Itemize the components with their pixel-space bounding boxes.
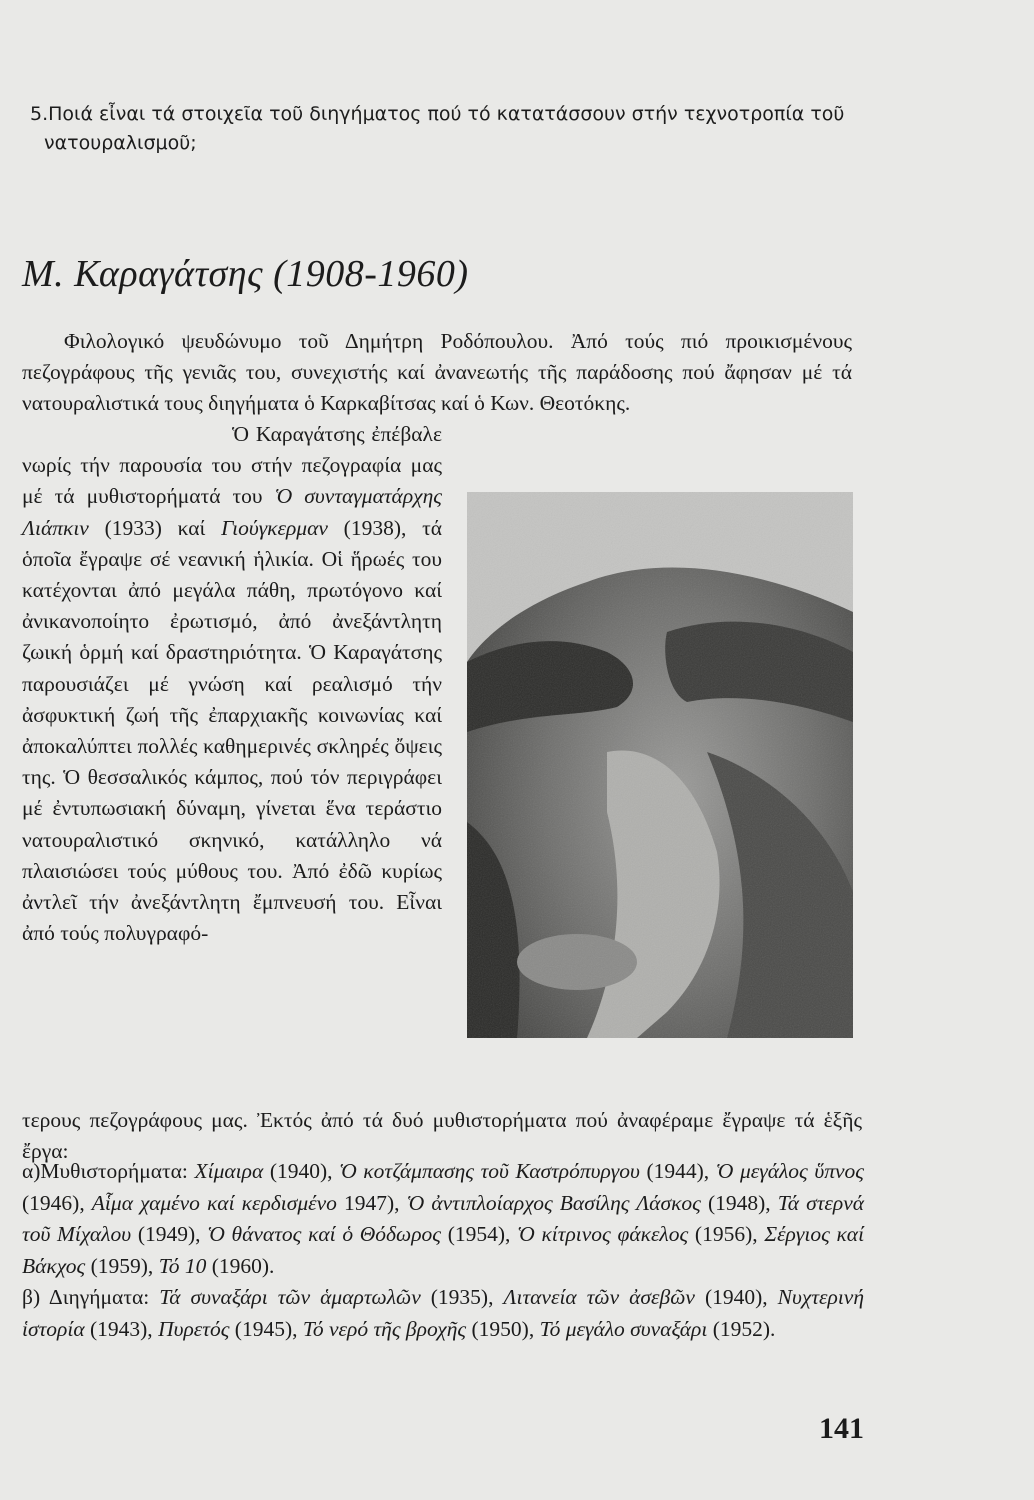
- bio-text-2: (1938), τά ὁποῖα ἔγραψε σέ νεανική ἡλικία. Οἱ ἥρωές του κατέχονται ἀπό μεγάλα πάθη, πρωτόγονο καί ἀνικανοποίητο ἐρωτισμό, ἀπό ἀνεξάντλητη ζωική ὁρμή καί δραστηριότητα. Ὁ Καραγάτσης παρουσιάζει μέ γνώση καί ρεαλισμό τήν ἀσφυκτική ζωή τῆς ἐπαρχιακῆς κοινωνίας καί ἀποκαλύπτει πολλές καθημερινές σκληρές ὄψεις της. Ὁ θεσσαλικός κάμπος, πού τόν περιγράφει μέ ἐντυπωσιακή δύναμη, γίνεται ἕνα τεράστιο νατουραλιστικό σκηνικό, κατάλληλο νά πλαισιώσει τούς μύθους του. Ἀπό ἐδῶ κυρίως ἀντλεῖ τήν ἀνεξάντλητη ἔμπνευσή του. Εἶναι ἀπό τούς πολυγραφό-: [22, 515, 442, 946]
- page-number: 141: [819, 1412, 864, 1445]
- question-line-2: νατουραλισμοῦ;: [44, 132, 197, 154]
- work-year: (1945),: [234, 1316, 298, 1341]
- work-title: Τά στερνά τοῦ Μίχαλου: [22, 1190, 865, 1246]
- work-title: Ὁ κοτζάμπασης τοῦ Καστρόπυργου: [339, 1159, 640, 1183]
- work-year: (1944),: [646, 1159, 710, 1183]
- work-title: Τά συναξάρι τῶν ἁμαρτωλῶν: [159, 1285, 421, 1309]
- work-year: (1940),: [269, 1159, 333, 1183]
- novel-title-liapkin: Ὁ συνταγματάρχης Λιάπκιν: [22, 484, 442, 540]
- study-question: [30, 100, 860, 158]
- work-title: Χίμαιρα: [194, 1159, 264, 1183]
- works-intro-paragraph: τερους πεζογράφους μας. Ἐκτός ἀπό τά δυό μυθιστορήματα πού ἀναφέραμε ἔγραψε τά ἑξῆς ἔργα:: [22, 1108, 862, 1164]
- work-year: (1954),: [447, 1222, 511, 1246]
- novels-label: α)Μυθιστορήματα:: [22, 1159, 188, 1183]
- work-title: Ὁ θάνατος καί ὁ Θόδωρος: [207, 1222, 442, 1246]
- work-title: Ὁ μεγάλος ὕπνος: [715, 1159, 865, 1183]
- bio-year-1: (1933) καί: [104, 515, 206, 540]
- work-title: Τό μεγάλο συναξάρι: [539, 1316, 708, 1341]
- works-list: [22, 1156, 864, 1345]
- work-title: Τό νερό τῆς βροχῆς: [302, 1316, 467, 1341]
- work-title: Νυχτερινή ἱστορία: [22, 1285, 865, 1341]
- work-year: (1935),: [430, 1285, 494, 1309]
- work-year: (1948),: [707, 1190, 771, 1215]
- work-title: Ὁ ἀντιπλοίαρχος Βασίλης Λάσκος: [406, 1190, 701, 1215]
- work-title: Αἷμα χαμένο καί κερδισμένο: [91, 1190, 337, 1215]
- work-title: Λιτανεία τῶν ἀσεβῶν: [503, 1285, 695, 1309]
- work-title: Ὁ κίτρινος φάκελος: [517, 1222, 689, 1246]
- work-year: (1940),: [704, 1285, 768, 1309]
- stories-label: β) Διηγήματα:: [22, 1285, 150, 1309]
- work-title: Τό 10: [158, 1253, 207, 1278]
- work-year: (1943),: [89, 1316, 153, 1341]
- work-year: 1947),: [343, 1190, 400, 1215]
- bio-paragraph: [22, 419, 442, 949]
- novel-title-gioungkerman: Γιούγκερμαν: [221, 515, 328, 540]
- intro-paragraph: Φιλολογικό ψευδώνυμο τοῦ Δημήτρη Ροδόπουλου. Ἀπό τούς πιό προικισμένους πεζογράφους τῆς γενιᾶς του, συνεχιστής καί ἀνανεωτής τῆς παράδοσης πού ἄφησαν μέ τά νατουραλιστικά τους διηγήματα ὁ Καρκαβίτσας καί ὁ Κων. Θεοτόκης.: [22, 329, 852, 416]
- work-year: (1952).: [712, 1316, 776, 1341]
- work-year: (1960).: [211, 1253, 275, 1278]
- work-title: Πυρετός: [158, 1316, 230, 1341]
- author-portrait-photo: [467, 492, 853, 1038]
- work-year: (1949),: [137, 1222, 201, 1246]
- work-title: Σέργιος καί Βάκχος: [22, 1222, 865, 1278]
- work-year: (1959),: [90, 1253, 154, 1278]
- author-heading: Μ. Καραγάτσης (1908-1960): [22, 253, 469, 295]
- question-line-1: 5.Ποιά εἶναι τά στοιχεῖα τοῦ διηγήματος πού τό κατατάσσουν στήν τεχνοτροπία τοῦ: [30, 103, 845, 125]
- work-year: (1950),: [471, 1316, 535, 1341]
- bio-text-1: Ὁ Καραγάτσης ἐπέβαλε νωρίς τήν παρουσία του στήν πεζογραφία μας μέ τά μυθιστορήματά του: [22, 422, 442, 509]
- work-year: (1956),: [694, 1222, 758, 1246]
- work-year: (1946),: [22, 1190, 85, 1215]
